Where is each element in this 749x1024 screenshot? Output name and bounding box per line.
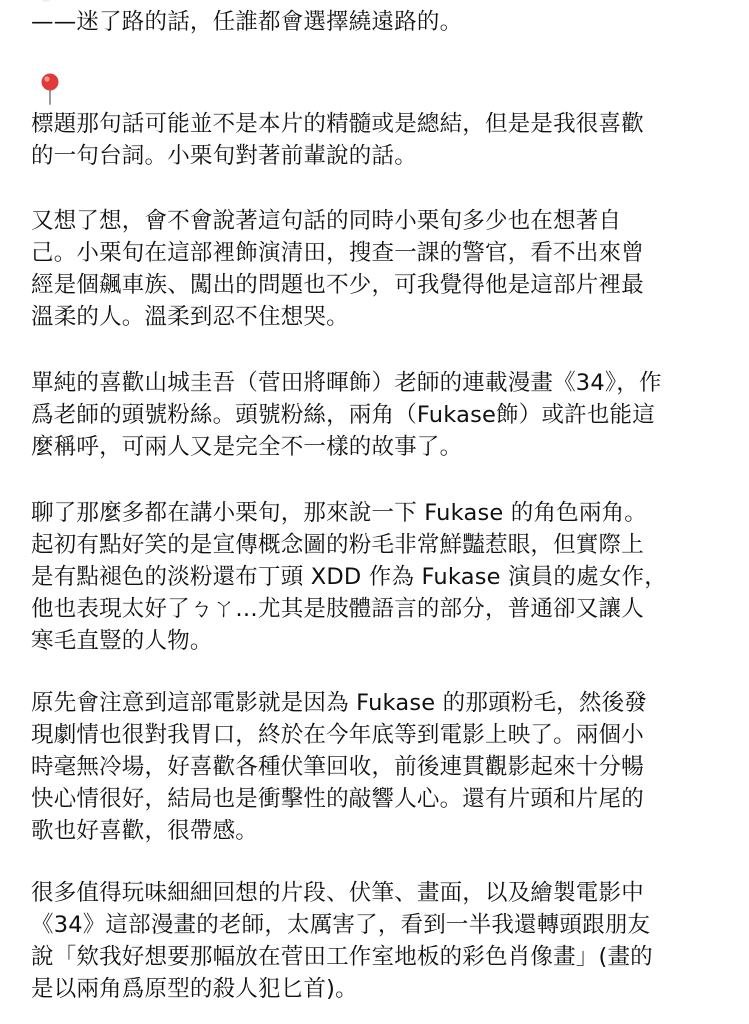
text-line: 快心情很好，結局也是衝擊性的敲響人心。還有片頭和片尾的 bbox=[31, 786, 644, 812]
text-line: 又想了想，會不會說著這句話的同時小栗旬多少也在想著自 bbox=[31, 208, 622, 234]
text-line: ——迷了路的話，任誰都會選擇繞遠路的。 bbox=[31, 9, 463, 35]
kiyota-paragraph bbox=[31, 205, 644, 333]
text-line: 是有點褪色的淡粉還布丁頭 XDD 作為 Fukase 演員的處女作， bbox=[31, 564, 667, 590]
text-line: 《34》這部漫畫的老師，太厲害了，看到一半我還轉頭跟朋友 bbox=[31, 912, 651, 938]
text-line: 歌也好喜歡，很帶感。 bbox=[31, 818, 259, 844]
text-line: 寒毛直豎的人物。 bbox=[31, 628, 213, 654]
text-line: 現劇情也很對我胃口，終於在今年底等到電影上映了。兩個小 bbox=[31, 722, 644, 748]
text-line: 麼稱呼，可兩人又是完全不一樣的故事了。 bbox=[31, 434, 463, 460]
text-line: 經是個飆車族、闖出的問題也不少，可我覺得他是這部片裡最 bbox=[31, 272, 644, 298]
text-line: 聊了那麼多都在講小栗旬，那來說一下 Fukase 的角色兩角。 bbox=[31, 500, 647, 526]
fukase-role-paragraph bbox=[31, 497, 667, 657]
text-line: 很多值得玩味細細回想的片段、伏筆、畫面，以及繪製電影中 bbox=[31, 880, 644, 906]
text-line: 單純的喜歡山城圭吾（菅田將暉飾）老師的連載漫畫《34》，作 bbox=[31, 370, 662, 396]
text-line: 標題那句話可能並不是本片的精髓或是總結，但是是我很喜歡 bbox=[31, 111, 644, 137]
fan-paragraph bbox=[31, 367, 662, 463]
impressions-paragraph bbox=[31, 687, 647, 847]
text-line: 他也表現太好了ㄅㄚ…尤其是肢體語言的部分，普通卻又讓人 bbox=[31, 596, 644, 622]
text-line: 爲老師的頭號粉絲。頭號粉絲，兩角（Fukase飾）或許也能這 bbox=[31, 402, 655, 428]
round-pushpin-icon bbox=[40, 73, 60, 105]
text-line: 是以兩角爲原型的殺人犯匕首)。 bbox=[31, 976, 358, 1002]
closing-paragraph bbox=[31, 877, 653, 1005]
text-line: 己。小栗旬在這部裡飾演清田，搜查一課的警官，看不出來曾 bbox=[31, 240, 644, 266]
text-line: 溫柔的人。溫柔到忍不住想哭。 bbox=[31, 304, 349, 330]
text-line: 說「欸我好想要那幅放在菅田工作室地板的彩色肖像畫」(畫的 bbox=[31, 944, 653, 970]
text-line: 的一句台詞。小栗旬對著前輩說的話。 bbox=[31, 143, 417, 169]
text-line: 時毫無冷場，好喜歡各種伏筆回收，前後連貫觀影起來十分暢 bbox=[31, 754, 644, 780]
text-line: 起初有點好笑的是宣傳概念圖的粉毛非常鮮豔惹眼，但實際上 bbox=[31, 532, 644, 558]
text-line: 原先會注意到這部電影就是因為 Fukase 的那頭粉毛，然後發 bbox=[31, 690, 647, 716]
opening-quote-paragraph bbox=[31, 6, 462, 38]
clipped-icon-fragment bbox=[40, 0, 52, 2]
title-quote-paragraph bbox=[31, 108, 644, 172]
